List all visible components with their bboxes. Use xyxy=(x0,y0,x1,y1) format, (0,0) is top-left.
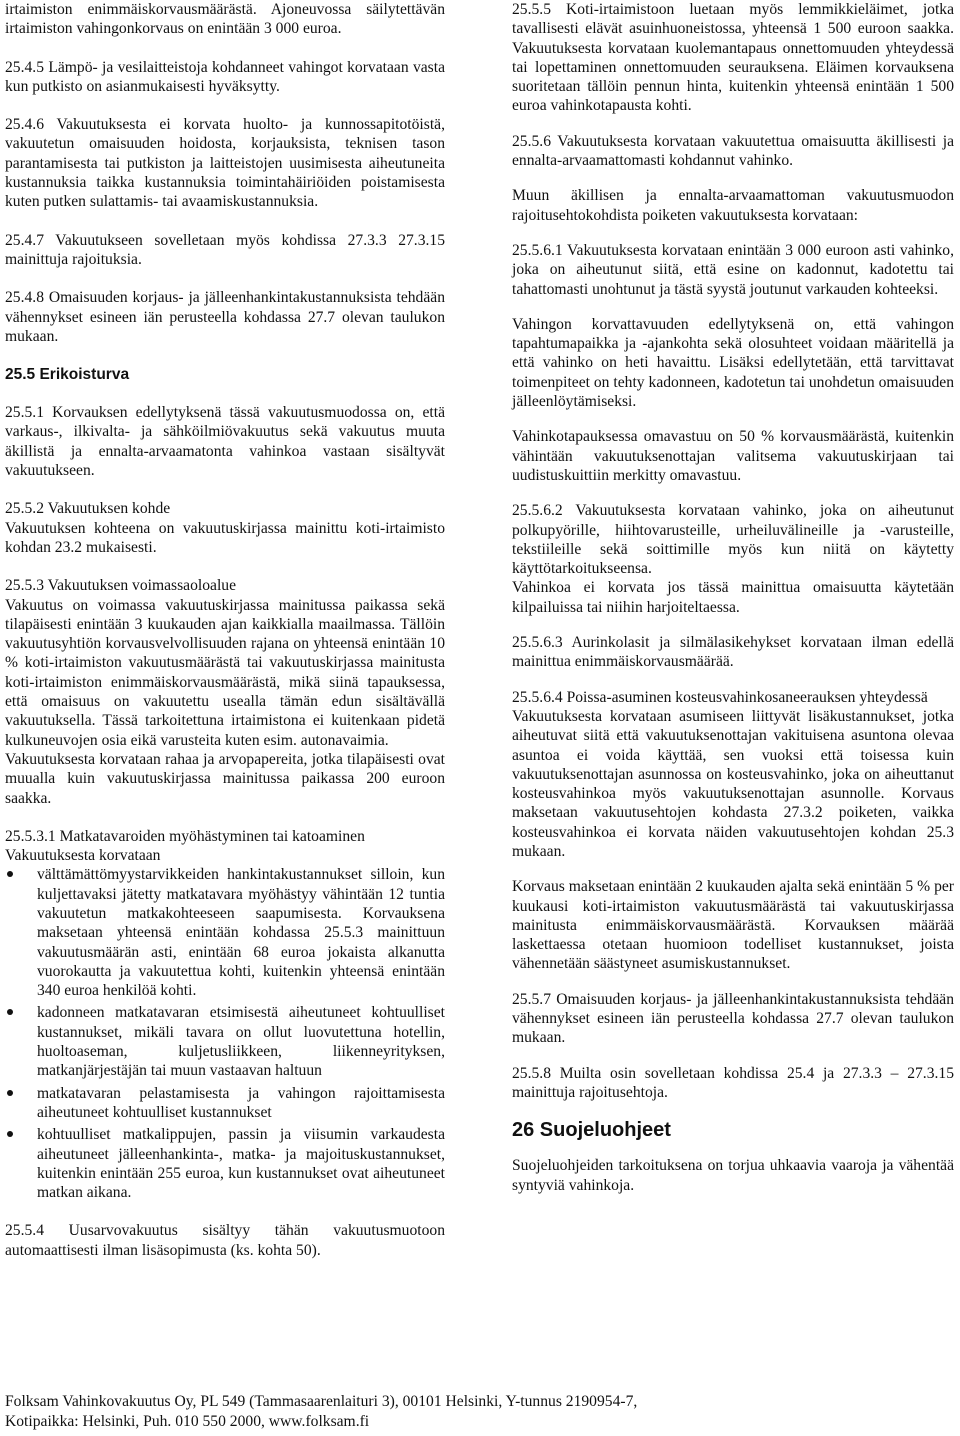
heading-25-5: 25.5 Erikoisturva xyxy=(5,366,130,384)
section-25-5-7: 25.5.7 Omaisuuden korjaus- ja jälleenhankintakustannuksista tehdään vähennykset esineen iän perusteella kohdassa 27.7 olevan taulukon mukaan. xyxy=(512,990,954,1047)
right-column xyxy=(512,0,954,1214)
section-25-4-6: 25.4.6 Vakuutuksesta ei korvata huolto- ja kunnossapitotöistä, vakuutetun omaisuuden hoidosta, korjauksista, teknisen tason parantamisesta tai putkiston ja laitteistojen uusimisesta aiheutuneita kustannuksia taikka kustannuksia toimintahäiriöiden poistamisesta kuten putken sulattamis- tai avaamiskustannuksia. xyxy=(5,116,445,211)
list-item xyxy=(5,865,445,1000)
bullet-icon xyxy=(7,1090,13,1096)
section-25-5-3-body2: Vakuutuksesta korvataan rahaa ja arvopapereita, jotka tilapäisesti ovat muualla kuin vakuutuskirjassa mainitussa paikassa 200 euroon saakka. xyxy=(5,750,445,807)
section-25-5-6-2-exclusion: Vahinkoa ei korvata jos tässä mainittua omaisuutta käytetään kilpailuissa tai niihin harjoiteltaessa. xyxy=(512,579,954,616)
list-item-text: välttämättömyystarvikkeiden hankintakustannukset silloin, kun kuljettavaksi jätetty matkatavara myöhästyy vähintään 12 tuntia vakuutetun matkakohteeseen saapumisesta. Korvauksena maksetaan yhteensä enintään kohdassa 25.5.3 mainittuun vakuutusmäärän asti, enintään 68 euroa jokaista alkanutta vuorokautta ja vakuutettua kohti, kuitenkin yhteensä enintään 340 euroa henkilöä kohti. xyxy=(37,866,445,1000)
section-25-5-6-2: 25.5.6.2 Vakuutuksesta korvataan vahinko, joka on aiheutunut polkupyörille, hiihtovarusteille, urheiluvälineille ja -varusteille, tekstiileille sekä soittimille myös kun niitä on käytetty käyttötarkoitukseensa. xyxy=(512,502,954,578)
bullet-icon xyxy=(7,1131,13,1137)
section-25-5-3-body1: Vakuutus on voimassa vakuutuskirjassa mainitussa paikassa sekä tilapäisesti enintään 3 kuukauden ajan kaikkialla maailmassa. Tällöin vakuutusyhtiön korvausvelvollisuuden rajana on yhteensä enintään 10 % koti-irtaimiston vakuutusmäärästä tai vakuutuskirjassa mainitusta koti-irtaimiston enimmäiskorvausmäärästä, mikä siinä tapauksessa, että omaisuus on vakuutettu usealla tämän edun sisältävällä vakuutuksella. Tässä tarkoitettuna irtaimistona ei kuitenkaan pidetä kulkuneuvojen osia eikä varusteita kuten esim. autonavaimia. xyxy=(5,596,445,749)
section-25-4-5: 25.4.5 Lämpö- ja vesilaitteistoja kohdanneet vahingot korvataan vasta kun putkisto on asianmukaisesti hyväksytty. xyxy=(5,58,445,95)
section-25-5-6-1: 25.5.6.1 Vakuutuksesta korvataan enintään 3 000 euroon asti vahinko, joka on aiheutunut siitä, että esine on kadonnut, kadotettu tai tahattomasti unohtunut ja tästä syystä joutunut varkauden kohteeksi. xyxy=(512,241,954,298)
section-26-body: Suojeluohjeiden tarkoituksena on torjua uhkaavia vaaroja ja vähentää syntyviä vahinkoja. xyxy=(512,1157,954,1194)
section-25-5-5: 25.5.5 Koti-irtaimistoon luetaan myös lemmikkieläimet, jotka tavallisesti elävät asuinhuoneistossa, yhteensä 1 500 euroon saakka. Vakuutuksesta korvataan kuolemantapaus onnettomuuden yhteydessä tai lopettaminen onnettomuuden seurauksena. Eläimen korvauksena suoritetaan tällöin pennun hinta, kuitenkin yhteensä enintään 1 500 euroa vahinkotapausta kohti. xyxy=(512,1,954,115)
other-insurance-intro: Muun äkillisen ja ennalta-arvaamattoman vakuutusmuodon rajoitusehtokohdista poiketen vakuutuksesta korvataan: xyxy=(512,187,954,224)
left-column xyxy=(5,0,445,1279)
intro-paragraph: irtaimiston enimmäiskorvausmäärästä. Ajoneuvossa säilytettävän irtaimiston vahingonkorvaus on enintään 3 000 euroa. xyxy=(5,1,445,38)
compensation-bullet-list xyxy=(5,865,445,1202)
section-25-4-8: 25.4.8 Omaisuuden korjaus- ja jälleenhankintakustannuksista tehdään vähennykset esineen iän perusteella kohdassa 27.7 olevan taulukon mukaan. xyxy=(5,289,445,345)
compensation-limit-paragraph: Korvaus maksetaan enintään 2 kuukauden ajalta sekä enintään 5 % per kuukausi koti-irtaimiston vakuutusmäärästä tai vakuutuskirjassa mainitusta enimmäiskorvausmäärästä. Korvauksen määrää laskettaessa otetaan huomioon todelliset kustannukset, joista vähennetään säästyneet asumiskustannukset. xyxy=(512,878,954,973)
section-25-5-1: 25.5.1 Korvauksen edellytyksenä tässä vakuutusmuodossa on, että varkaus-, ilkivalta- ja sähköilmiövakuutus sekä vakuutus muuta äkillistä ja ennalta-arvaamatonta vahinkoa vastaan sisältyvät vakuutukseen. xyxy=(5,404,445,480)
section-25-5-8: 25.5.8 Muilta osin sovelletaan kohdissa 25.4 ja 27.3.3 – 27.3.15 mainittuja rajoitusehtoja. xyxy=(512,1064,954,1101)
heading-26: 26 Suojeluohjeet xyxy=(512,1119,671,1142)
section-25-5-2-title: 25.5.2 Vakuutuksen kohde xyxy=(5,500,171,518)
section-25-5-6-3: 25.5.6.3 Aurinkolasit ja silmälasikehykset korvataan ilman edellä mainittua enimmäiskorvausmäärää. xyxy=(512,634,954,671)
bullet-icon xyxy=(7,1009,13,1015)
bullet-icon xyxy=(7,871,13,877)
footer-line-2: Kotipaikka: Helsinki, Puh. 010 550 2000, www.folksam.fi xyxy=(5,1413,370,1430)
section-25-5-4: 25.5.4 Uusarvovakuutus sisältyy tähän vakuutusmuotoon automaattisesti ilman lisäsopimusta (ks. kohta 50). xyxy=(5,1222,445,1259)
damage-conditions-paragraph: Vahingon korvattavuuden edellytyksenä on, että vahingon tapahtumapaikka ja -ajankohta sekä olosuhteet voidaan määritellä ja että vahinko on heti havaittu. Lisäksi edellytetään, että tarvittavat toimenpiteet on tehty kadonneen, kadotetun tai unohdetun omaisuuden jälleenlöytämiseksi. xyxy=(512,315,954,411)
list-item xyxy=(5,1125,445,1202)
section-25-5-6: 25.5.6 Vakuutuksesta korvataan vakuutettua omaisuutta äkillisesti ja ennalta-arvaamattomasti kohdannut vahinko. xyxy=(512,132,954,170)
list-item-text: matkatavaran pelastamisesta ja vahingon rajoittamisesta aiheutuneet kohtuulliset kustannukset xyxy=(37,1084,445,1121)
deductible-paragraph: Vahinkotapauksessa omavastuu on 50 % korvausmäärästä, kuitenkin vähintään vakuutuksenottajan valitsema vakuutuskirjaan tai uudistuskuittiin merkitty omavastuu. xyxy=(512,428,954,484)
section-25-5-6-4-body: Vakuutuksesta korvataan asumiseen liittyvät lisäkustannukset, jotka aiheutuvat siitä että vakuutuksenottajan vakituisena asuntona olevaa asuntoa ei voida käyttää, sen vuoksi että toisessa kuin vakuutuksenottajan asunnossa on kosteusvahinko, joka on aiheuttanut kosteusvahinkoa myös vakuutuksenottajan asunnolle. Korvaus maksetaan vakuutusehtojen kohdasta 27.3.2 poiketen, vaikka kosteusvahinkoa ei korvata näiden vakuutusehtojen kohdan 25.3 mukaan. xyxy=(512,707,954,860)
list-item xyxy=(5,1084,445,1123)
list-item-text: kadonneen matkatavaran etsimisestä aiheutuneet kohtuulliset kustannukset, mikäli tavara on ollut luovutettuna hotellin, huoltoaseman, kuljetusliikkeen, liikenneyrityksen, matkanjärjestäjän tai muun vastaavan haltuun xyxy=(37,1004,445,1080)
footer-line-1: Folksam Vahinkovakuutus Oy, PL 549 (Tammasaarenlaituri 3), 00101 Helsinki, Y-tunnus 2190954-7, xyxy=(5,1393,638,1410)
section-25-5-6-4-title: 25.5.6.4 Poissa-asuminen kosteusvahinkosaneerauksen yhteydessä xyxy=(512,688,928,706)
section-25-5-3-1-subtitle: Vakuutuksesta korvataan xyxy=(5,847,161,865)
section-25-5-3-title: 25.5.3 Vakuutuksen voimassaoloalue xyxy=(5,577,236,595)
section-25-5-2-body: Vakuutuksen kohteena on vakuutuskirjassa mainittu koti-irtaimisto kohdan 23.2 mukaisesti. xyxy=(5,519,445,556)
page-footer xyxy=(5,1392,955,1432)
list-item xyxy=(5,1003,445,1080)
section-25-4-7: 25.4.7 Vakuutukseen sovelletaan myös kohdissa 27.3.3 27.3.15 mainittuja rajoituksia. xyxy=(5,231,445,268)
section-25-5-3-1-title: 25.5.3.1 Matkatavaroiden myöhästyminen tai katoaminen xyxy=(5,827,365,845)
list-item-text: kohtuulliset matkalippujen, passin ja viisumin varkaudesta aiheutuneet jälleenhankinta-, matka- ja majoituskustannukset, kuitenkin enintään 255 euroa, kun kustannukset ovat aiheutuneet matkan aikana. xyxy=(37,1126,445,1202)
